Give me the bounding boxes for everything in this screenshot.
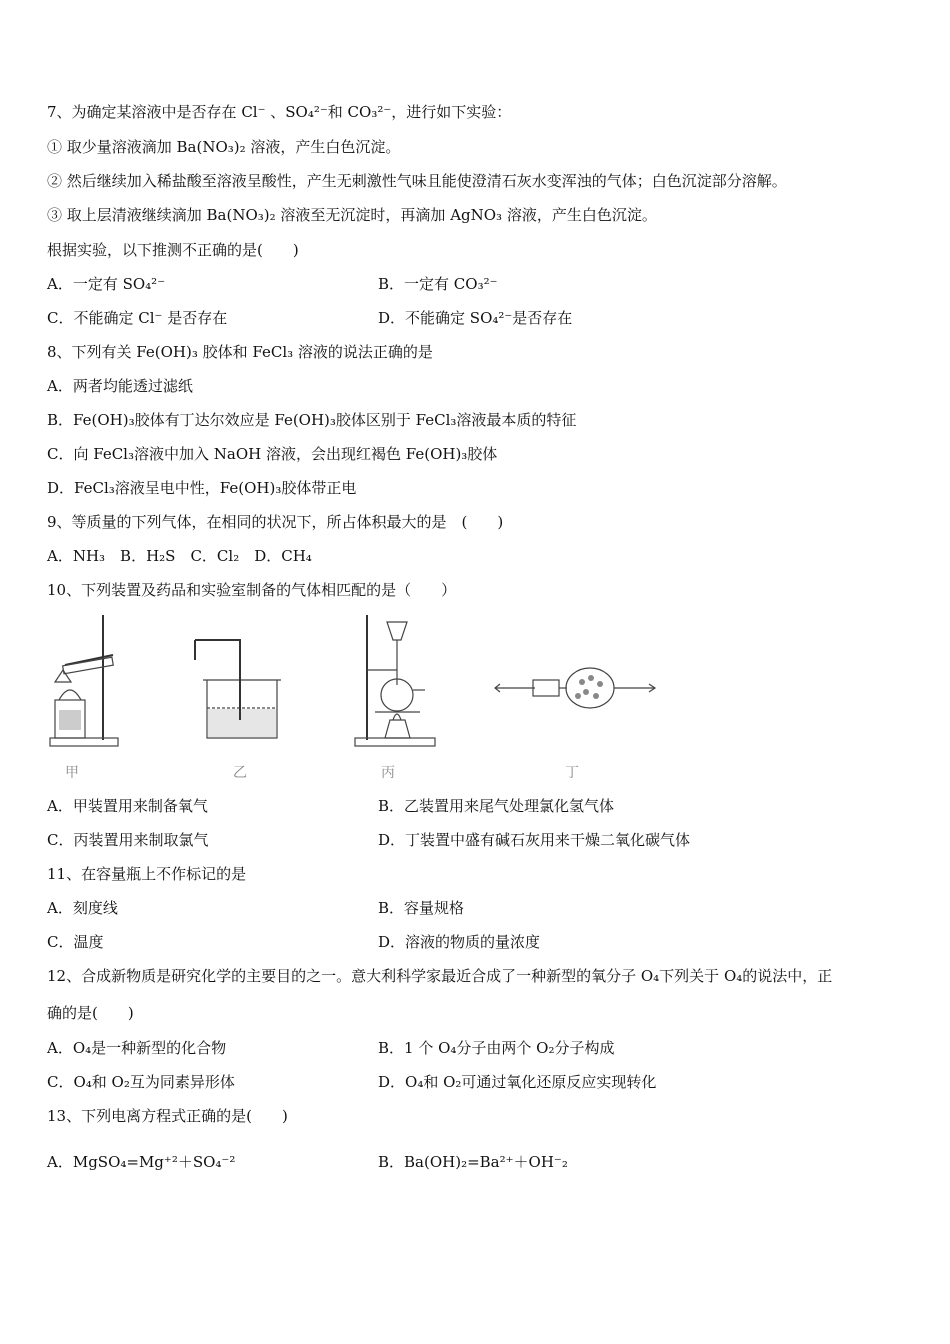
- q12-option-a: A．O₄是一种新型的化合物: [47, 1039, 227, 1057]
- q7-ask: 根据实验，以下推测不正确的是( ): [47, 241, 299, 259]
- q7-step-2: ② 然后继续加入稀盐酸至溶液呈酸性，产生无刺激性气味且能使澄清石灰水变浑浊的气体；白色沉淀部分溶解。: [47, 172, 787, 190]
- q11-option-a: A．刻度线: [47, 899, 118, 917]
- apparatus-figure: [45, 610, 685, 785]
- q10-option-d: D．丁装置中盛有碱石灰用来干燥二氧化碳气体: [378, 831, 691, 849]
- q8-option-d: D．FeCl₃溶液呈电中性，Fe(OH)₃胶体带正电: [47, 479, 357, 497]
- q13-option-a: A．MgSO₄=Mg⁺²＋SO₄⁻²: [47, 1153, 236, 1171]
- label-bing: 丙: [381, 765, 395, 781]
- q7-step-3: ③ 取上层清液继续滴加 Ba(NO₃)₂ 溶液至无沉淀时，再滴加 AgNO₃ 溶液，产生白色沉淀。: [47, 206, 657, 224]
- q11-option-d: D．溶液的物质的量浓度: [378, 933, 541, 951]
- q9-stem: 9、等质量的下列气体，在相同的状况下，所占体积最大的是 ( ): [47, 513, 504, 531]
- q10-option-b: B．乙装置用来尾气处理氯化氢气体: [378, 797, 615, 815]
- q13-stem: 13、下列电离方程式正确的是( ): [47, 1107, 288, 1125]
- q12-option-c: C．O₄和 O₂互为同素异形体: [47, 1073, 235, 1091]
- q13-option-b: B．Ba(OH)₂=Ba²⁺＋OH⁻₂: [378, 1153, 568, 1171]
- q11-option-c: C．温度: [47, 933, 104, 951]
- q7-stem: 7、为确定某溶液中是否存在 Cl⁻ 、SO₄²⁻和 CO₃²⁻，进行如下实验：: [47, 103, 512, 121]
- q11-stem: 11、在容量瓶上不作标记的是: [47, 865, 247, 883]
- q10-stem: 10、下列装置及药品和实验室制备的气体相匹配的是（ ）: [47, 581, 457, 599]
- q10-option-a: A．甲装置用来制备氧气: [47, 797, 208, 815]
- q7-option-a: A．一定有 SO₄²⁻: [47, 275, 166, 293]
- q8-option-a: A．两者均能透过滤纸: [47, 377, 193, 395]
- apparatus-yi: [195, 640, 281, 738]
- apparatus-jia: [50, 615, 118, 746]
- q7-step-1: ① 取少量溶液滴加 Ba(NO₃)₂ 溶液，产生白色沉淀。: [47, 138, 401, 156]
- q11-option-b: B．容量规格: [378, 899, 465, 917]
- q10-option-c: C．丙装置用来制取氯气: [47, 831, 209, 849]
- q9-options: A．NH₃ B．H₂S C．Cl₂ D．CH₄: [47, 547, 312, 565]
- q12-stem-line2: 确的是( ): [47, 1004, 134, 1022]
- q8-option-b: B．Fe(OH)₃胶体有丁达尔效应是 Fe(OH)₃胶体区别于 FeCl₃溶液最本质的特征: [47, 411, 577, 429]
- q7-option-b: B．一定有 CO₃²⁻: [378, 275, 498, 293]
- q8-stem: 8、下列有关 Fe(OH)₃ 胶体和 FeCl₃ 溶液的说法正确的是: [47, 343, 433, 361]
- q7-option-c: C．不能确定 Cl⁻ 是否存在: [47, 309, 228, 327]
- q7-option-d: D．不能确定 SO₄²⁻是否存在: [378, 309, 573, 327]
- label-ding: 丁: [565, 765, 579, 781]
- label-jia: 甲: [65, 765, 79, 781]
- q8-option-c: C．向 FeCl₃溶液中加入 NaOH 溶液，会出现红褐色 Fe(OH)₃胶体: [47, 445, 498, 463]
- label-yi: 乙: [233, 765, 247, 781]
- q12-option-d: D．O₄和 O₂可通过氧化还原反应实现转化: [378, 1073, 657, 1091]
- q12-stem-line1: 12、合成新物质是研究化学的主要目的之一。意大利科学家最近合成了一种新型的氧分子 O₄下列关于 O₄的说法中，正: [47, 967, 833, 985]
- q12-option-b: B．1 个 O₄分子由两个 O₂分子构成: [378, 1039, 615, 1057]
- apparatus-ding: [495, 668, 655, 708]
- apparatus-bing: [355, 615, 435, 746]
